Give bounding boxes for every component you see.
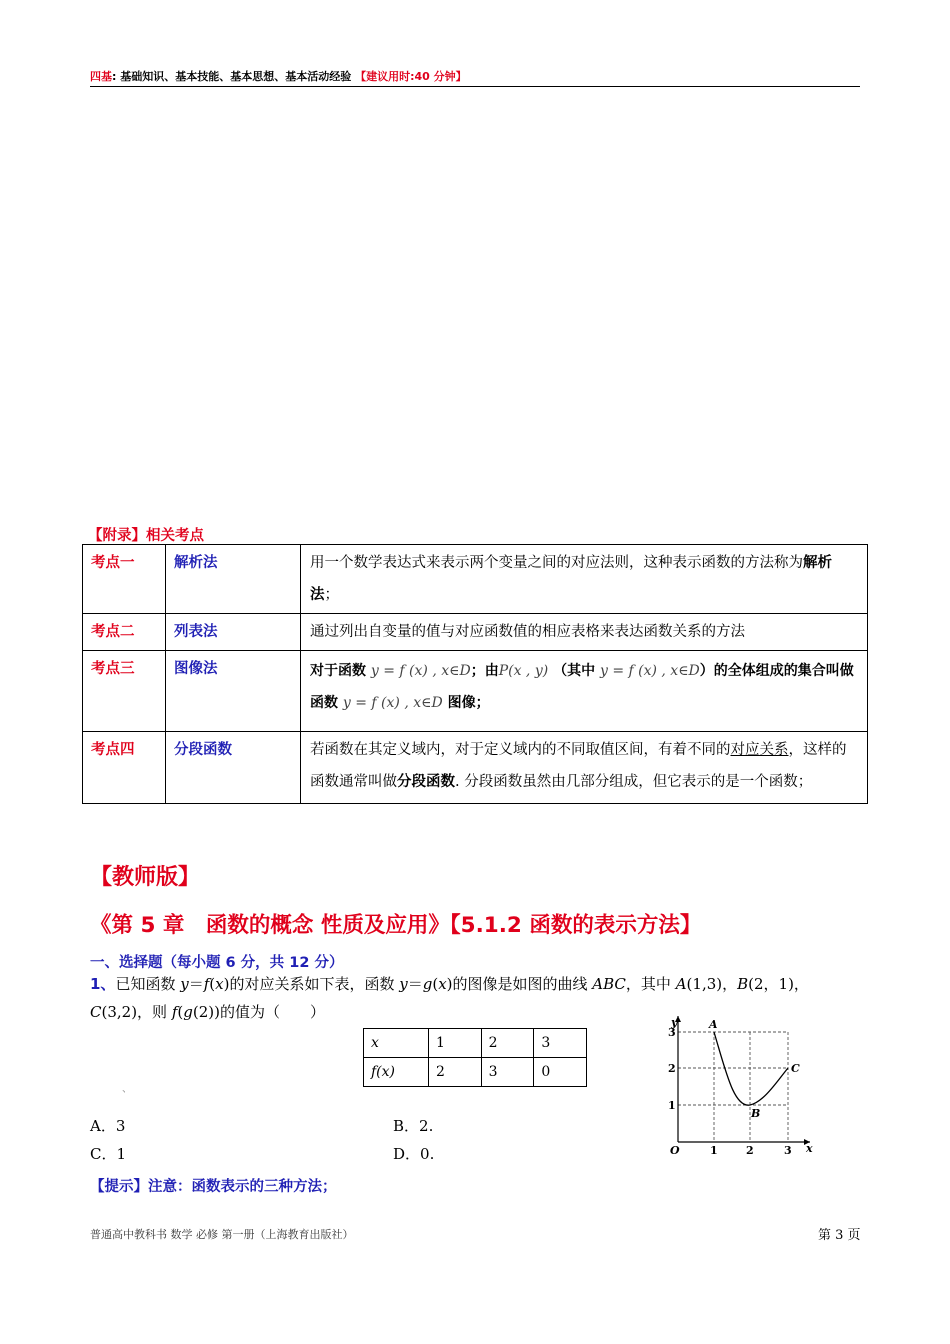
hint-bracket: 【提示】 xyxy=(90,1179,148,1195)
method-name: 分段函数 xyxy=(166,732,301,804)
q-var: ABC xyxy=(592,975,626,993)
desc-text: 若函数在其定义域内，对于定义域内的不同取值区间，有着不同的 xyxy=(310,742,731,758)
desc-text: ；由 xyxy=(470,663,499,679)
y-tick-3: 3 xyxy=(668,1026,676,1039)
option-a: A．3 xyxy=(90,1117,126,1135)
desc-text: ）的全体组成的集合叫做函数 xyxy=(310,663,854,711)
option-d: D．0. xyxy=(393,1145,435,1163)
method-desc xyxy=(301,545,868,614)
x-tick-3: 3 xyxy=(784,1144,792,1157)
table-cell xyxy=(364,1058,429,1087)
q-var: g xyxy=(183,1003,193,1021)
point-label: 考点四 xyxy=(83,732,166,804)
q-var: f xyxy=(171,1003,178,1021)
formula: y = f (x) , x∈D xyxy=(342,695,443,711)
hint xyxy=(90,1175,337,1196)
point-c-label: C xyxy=(791,1062,800,1075)
value-table xyxy=(363,1028,587,1087)
q-var: A xyxy=(675,975,687,993)
desc-bold: 解析法 xyxy=(310,555,832,603)
q-text: ，其中 xyxy=(625,975,676,993)
table-cell: 3 xyxy=(534,1029,587,1058)
method-name: 解析法 xyxy=(166,545,301,614)
graph-grid xyxy=(678,1032,788,1142)
x-tick-2: 2 xyxy=(746,1144,754,1157)
table-cell: 0 xyxy=(534,1058,587,1087)
point-label: 考点二 xyxy=(83,614,166,651)
desc-text: ； xyxy=(324,587,339,603)
method-name: 列表法 xyxy=(166,614,301,651)
desc-text: （其中 xyxy=(553,663,596,679)
point-b-label: B xyxy=(751,1107,761,1120)
q-var: x xyxy=(215,975,224,993)
q-text: (3,2)，则 xyxy=(101,1003,172,1021)
q-text: ( xyxy=(177,1003,184,1021)
q-var: y xyxy=(180,975,189,993)
table-cell xyxy=(364,1029,429,1058)
table-cell: 1 xyxy=(429,1029,482,1058)
formula: y = f (x) , x∈D xyxy=(599,663,700,679)
option-b: B．2. xyxy=(393,1117,434,1135)
hint-text: 注意：函数表示的三种方法； xyxy=(148,1179,337,1195)
table-row xyxy=(83,614,868,651)
q-var: y xyxy=(399,975,408,993)
table-row xyxy=(83,651,868,732)
table-row xyxy=(83,545,868,614)
table-cell: 2 xyxy=(429,1058,482,1087)
header-time: 【建议用时:40 分钟】 xyxy=(355,70,467,83)
method-name: 图像法 xyxy=(166,651,301,732)
desc-text: 用一个数学表达式来表示两个变量之间的对应法则，这种表示函数的方法称为 xyxy=(310,555,803,571)
q-text: )的图像是如图的曲线 xyxy=(446,975,593,993)
q-text: (1,3)， xyxy=(686,975,738,993)
appendix-title xyxy=(88,524,204,545)
method-desc: 通过列出自变量的值与对应函数值的相应表格来表达函数关系的方法 xyxy=(301,614,868,651)
curve-abc xyxy=(714,1032,788,1105)
table-cell: 2 xyxy=(481,1029,534,1058)
chapter-title: 《第 5 章 函数的概念 性质及应用》【5.1.2 函数的表示方法】 xyxy=(90,913,702,938)
q-text: )的对应关系如下表，函数 xyxy=(223,975,400,993)
q-var: f xyxy=(203,975,210,993)
y-axis-label: y xyxy=(671,1016,678,1029)
cell-text: f(x) xyxy=(371,1064,396,1080)
function-graph xyxy=(660,1010,820,1160)
q-text: ( xyxy=(432,975,439,993)
q-var: C xyxy=(90,1003,102,1021)
stray-mark: 、 xyxy=(122,1084,132,1095)
appendix-title-bracket: 【附录】 xyxy=(88,528,146,544)
q-text: 已知函数 xyxy=(115,975,181,993)
desc-bold: 分段函数 xyxy=(397,774,455,790)
y-tick-2: 2 xyxy=(668,1062,676,1075)
y-tick-1: 1 xyxy=(668,1099,676,1112)
table-row xyxy=(364,1058,587,1087)
q-var: g xyxy=(422,975,433,993)
q-text: ( xyxy=(209,975,216,993)
table-row xyxy=(83,732,868,804)
point-label: 考点一 xyxy=(83,545,166,614)
desc-text: 图像； xyxy=(447,695,490,711)
header-tag: 四基 xyxy=(90,70,112,83)
header-items: 基础知识、基本技能、基本思想、基本活动经验 xyxy=(120,70,352,83)
point-label: 考点三 xyxy=(83,651,166,732)
teacher-edition-title: 【教师版】 xyxy=(90,865,201,890)
q-var: B xyxy=(737,975,749,993)
x-axis-label: x xyxy=(806,1142,813,1155)
q-text: ＝ xyxy=(188,975,204,993)
page-header xyxy=(90,68,860,87)
table-cell: 3 xyxy=(481,1058,534,1087)
desc-text: ，这样的函数通常叫做 xyxy=(310,742,847,790)
page-number: 第 3 页 xyxy=(818,1228,861,1243)
method-desc xyxy=(301,732,868,804)
desc-text: . 分段函数虽然由几部分组成，但它表示的是一个函数； xyxy=(455,774,813,790)
appendix-title-text: 相关考点 xyxy=(146,528,204,544)
q-var: x xyxy=(438,975,447,993)
q-text: (2，1)， xyxy=(748,975,809,993)
desc-underline: 对应关系 xyxy=(730,742,789,758)
method-desc xyxy=(301,651,868,732)
origin-label: O xyxy=(670,1144,680,1157)
page-footer: 普通高中教科书 数学 必修 第一册（上海教育出版社） xyxy=(90,1228,354,1241)
table-row xyxy=(364,1029,587,1058)
point-a-label: A xyxy=(709,1018,718,1031)
q-text: (2))的值为（ ） xyxy=(192,1003,325,1021)
formula: P(x , y) xyxy=(498,663,549,679)
desc-text: 对于函数 xyxy=(310,663,366,679)
question-number: 1、 xyxy=(90,975,116,993)
section-heading: 一、选择题（每小题 6 分，共 12 分） xyxy=(90,955,344,971)
option-c: C．1 xyxy=(90,1145,127,1163)
formula: y = f (x) , x∈D xyxy=(370,663,471,679)
cell-text: x xyxy=(371,1035,379,1051)
x-tick-1: 1 xyxy=(710,1144,718,1157)
q-text: ＝ xyxy=(407,975,423,993)
appendix-table xyxy=(82,544,868,804)
header-colon: : xyxy=(112,70,117,83)
